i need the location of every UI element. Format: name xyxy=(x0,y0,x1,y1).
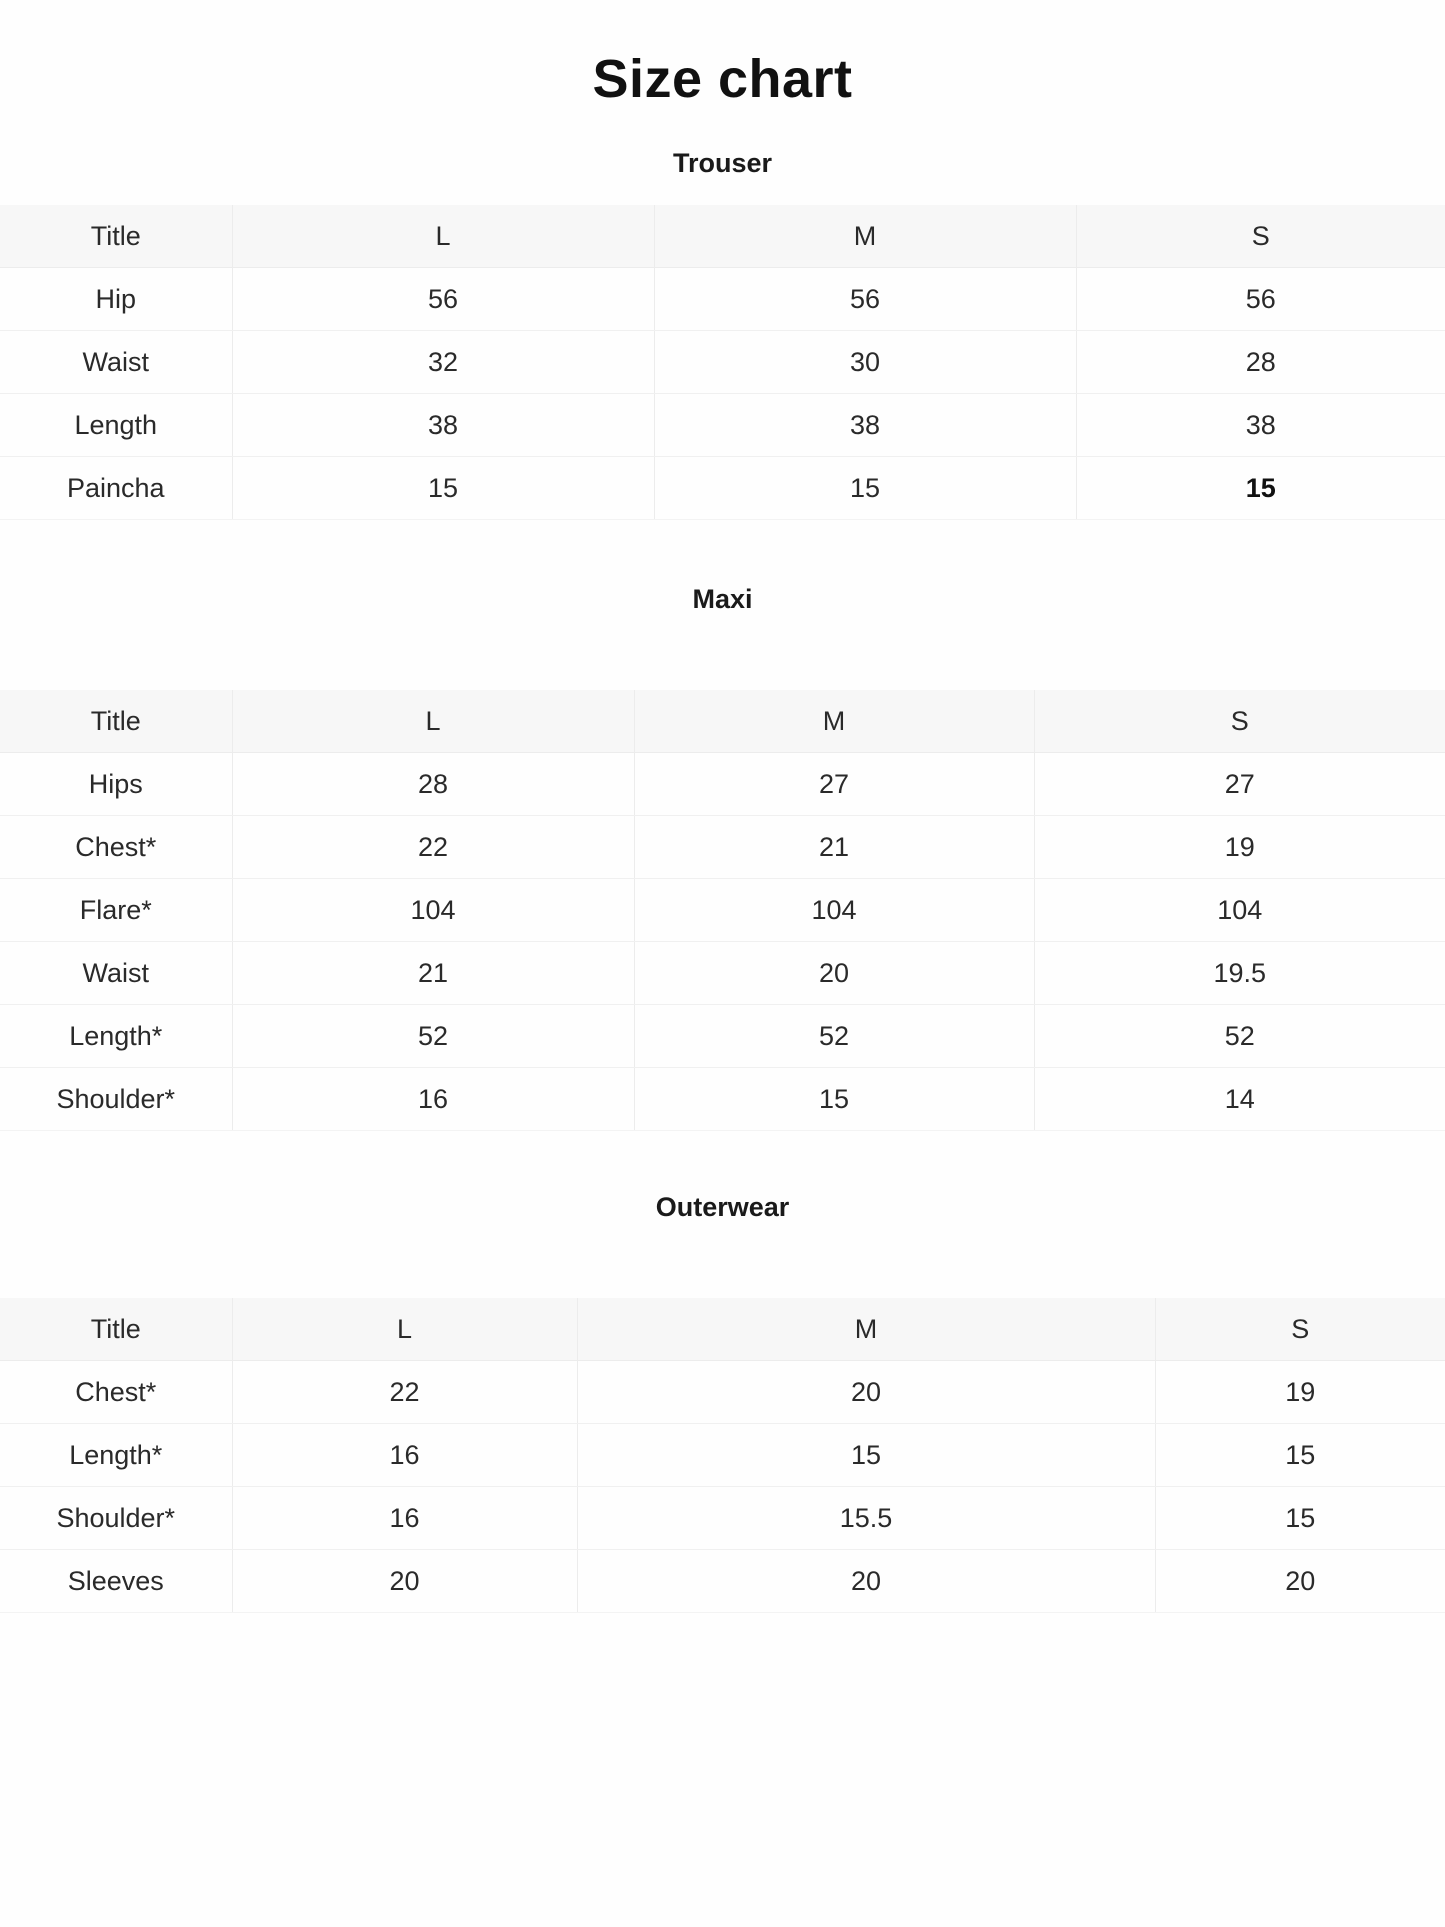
header-cell: L xyxy=(232,1298,577,1361)
table-cell: 32 xyxy=(232,331,654,394)
table-cell: 15 xyxy=(577,1424,1155,1487)
table-header-row xyxy=(0,690,1445,753)
table-cell: 15 xyxy=(232,457,654,520)
header-cell: S xyxy=(1155,1298,1445,1361)
table-cell: 15 xyxy=(1155,1424,1445,1487)
table-row xyxy=(0,1361,1445,1424)
table-cell: 104 xyxy=(232,879,634,942)
table-cell: 22 xyxy=(232,816,634,879)
table-cell: 20 xyxy=(634,942,1034,1005)
table-cell: 16 xyxy=(232,1068,634,1131)
table-row xyxy=(0,879,1445,942)
row-label: Chest* xyxy=(0,816,232,879)
header-cell: Title xyxy=(0,1298,232,1361)
row-label: Flare* xyxy=(0,879,232,942)
table-row xyxy=(0,394,1445,457)
table-cell: 20 xyxy=(232,1550,577,1613)
table-cell: 20 xyxy=(1155,1550,1445,1613)
row-label: Chest* xyxy=(0,1361,232,1424)
header-cell: Title xyxy=(0,690,232,753)
table-header-row xyxy=(0,205,1445,268)
header-cell: M xyxy=(654,205,1076,268)
table-row xyxy=(0,457,1445,520)
table-cell: 19 xyxy=(1034,816,1445,879)
row-label: Paincha xyxy=(0,457,232,520)
table-cell: 38 xyxy=(232,394,654,457)
row-label: Shoulder* xyxy=(0,1068,232,1131)
row-label: Length* xyxy=(0,1005,232,1068)
table-row xyxy=(0,1550,1445,1613)
table-header-row xyxy=(0,1298,1445,1361)
outerwear-size-table xyxy=(0,1298,1445,1613)
table-cell: 27 xyxy=(634,753,1034,816)
table-cell: 56 xyxy=(1076,268,1445,331)
table-cell: 15 xyxy=(634,1068,1034,1131)
table-row xyxy=(0,1424,1445,1487)
table-row xyxy=(0,1487,1445,1550)
header-cell: S xyxy=(1076,205,1445,268)
table-cell: 15 xyxy=(654,457,1076,520)
row-label: Length xyxy=(0,394,232,457)
table-cell: 15 xyxy=(1076,457,1445,520)
row-label: Length* xyxy=(0,1424,232,1487)
table-cell: 21 xyxy=(634,816,1034,879)
table-cell: 30 xyxy=(654,331,1076,394)
table-cell: 19 xyxy=(1155,1361,1445,1424)
table-row xyxy=(0,1068,1445,1131)
table-row xyxy=(0,942,1445,1005)
table-cell: 15 xyxy=(1155,1487,1445,1550)
table-cell: 22 xyxy=(232,1361,577,1424)
header-cell: L xyxy=(232,690,634,753)
section-title-trouser: Trouser xyxy=(672,148,773,178)
table-cell: 104 xyxy=(1034,879,1445,942)
table-cell: 16 xyxy=(232,1487,577,1550)
header-cell: M xyxy=(634,690,1034,753)
table-row xyxy=(0,1005,1445,1068)
page-title: Size chart xyxy=(592,49,853,109)
table-cell: 16 xyxy=(232,1424,577,1487)
table-cell: 38 xyxy=(1076,394,1445,457)
table-cell: 52 xyxy=(634,1005,1034,1068)
table-cell: 20 xyxy=(577,1361,1155,1424)
table-cell: 20 xyxy=(577,1550,1155,1613)
table-cell: 28 xyxy=(1076,331,1445,394)
table-cell: 38 xyxy=(654,394,1076,457)
row-label: Sleeves xyxy=(0,1550,232,1613)
table-row xyxy=(0,816,1445,879)
table-cell: 14 xyxy=(1034,1068,1445,1131)
row-label: Hip xyxy=(0,268,232,331)
row-label: Waist xyxy=(0,942,232,1005)
header-cell: M xyxy=(577,1298,1155,1361)
header-cell: S xyxy=(1034,690,1445,753)
header-cell: Title xyxy=(0,205,232,268)
table-row xyxy=(0,268,1445,331)
section-title-maxi: Maxi xyxy=(692,584,753,614)
table-cell: 104 xyxy=(634,879,1034,942)
table-cell: 28 xyxy=(232,753,634,816)
table-cell: 15.5 xyxy=(577,1487,1155,1550)
row-label: Shoulder* xyxy=(0,1487,232,1550)
table-cell: 27 xyxy=(1034,753,1445,816)
trouser-size-table xyxy=(0,205,1445,520)
table-cell: 56 xyxy=(232,268,654,331)
table-cell: 56 xyxy=(654,268,1076,331)
section-title-outerwear: Outerwear xyxy=(655,1192,790,1222)
table-cell: 21 xyxy=(232,942,634,1005)
table-row xyxy=(0,331,1445,394)
header-cell: L xyxy=(232,205,654,268)
maxi-size-table xyxy=(0,690,1445,1131)
row-label: Waist xyxy=(0,331,232,394)
table-cell: 52 xyxy=(232,1005,634,1068)
table-cell: 19.5 xyxy=(1034,942,1445,1005)
table-row xyxy=(0,753,1445,816)
row-label: Hips xyxy=(0,753,232,816)
table-cell: 52 xyxy=(1034,1005,1445,1068)
